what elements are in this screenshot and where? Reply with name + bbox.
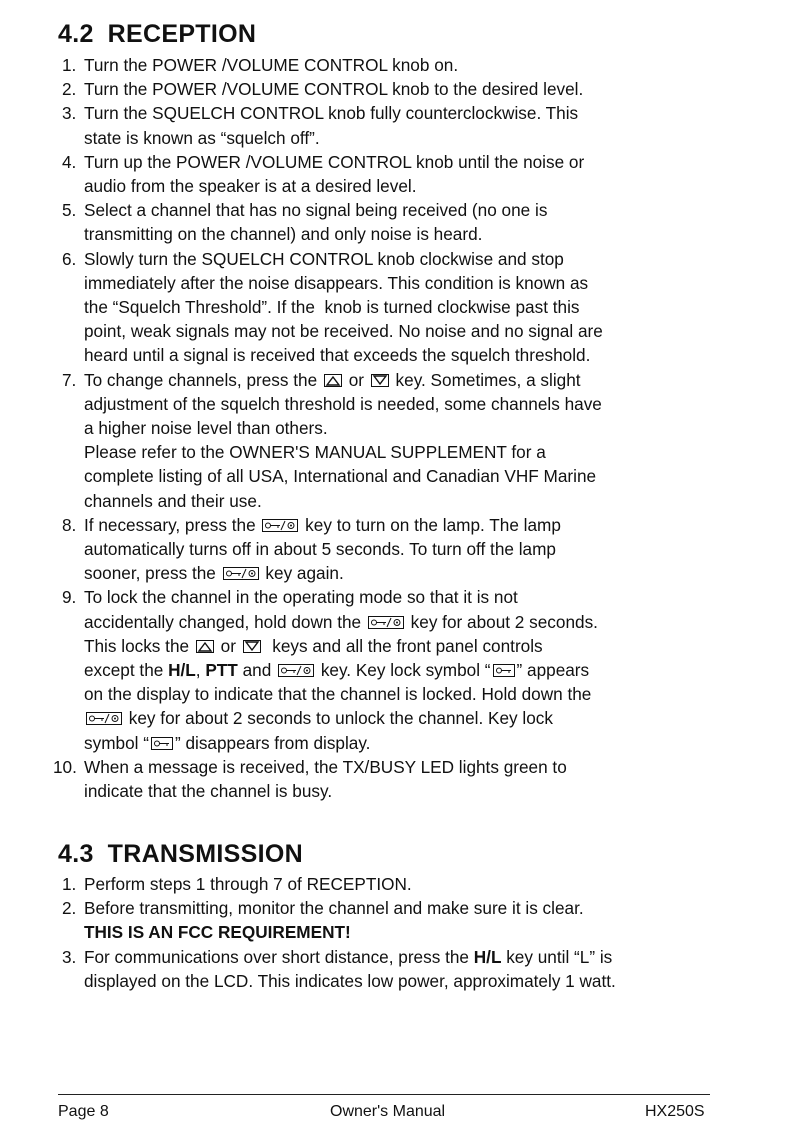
text: automatically turns off in about 5 seconds. To turn off the lamp [84,539,556,560]
list-item-start [62,198,762,222]
text: complete listing of all USA, International and Canadian VHF Marine [84,466,597,487]
text: transmitting on the channel) and only noise is heard. [84,224,483,245]
text: or [343,369,369,390]
reception-steps [53,53,762,803]
section-heading-reception [58,20,256,49]
list-item-continuation [62,440,762,464]
section-number: 4.3 [58,840,94,868]
list-item-continuation [62,174,762,198]
bold-text: H/L [168,660,196,681]
list-item-continuation [62,920,762,944]
text: or [215,635,241,656]
list-item-continuation [62,610,762,634]
text: Turn the SQUELCH CONTROL knob fully counterclockwise. This [84,103,579,124]
text: key for about 2 seconds to unlock the channel. Key lock [124,708,553,729]
text: key to turn on the lamp. The lamp [300,514,561,535]
text: Turn the POWER /VOLUME CONTROL knob on. [84,55,459,75]
text: If necessary, press the [84,514,261,535]
up-key-icon [324,374,342,387]
step-number: 3. [62,946,77,967]
step-number: 6. [62,248,77,269]
step-number: 5. [62,200,77,221]
text: adjustment of the squelch threshold is needed, some channels have [84,393,602,414]
text: heard until a signal is received that exceeds the squelch threshold. [84,345,591,366]
text: keys and all the front panel controls [262,635,543,656]
list-item-continuation [62,658,762,682]
list-item-continuation [62,392,762,416]
text: indicate that the channel is busy. [84,781,333,802]
step-number: 8. [62,514,77,535]
text: key. Key lock symbol “ [316,660,491,681]
list-item-continuation [62,561,762,585]
step-number: 7. [62,369,77,390]
list-item-continuation [62,271,762,295]
text: audio from the speaker is at a desired level. [84,176,417,197]
list-item-start [62,247,762,271]
step-number: 1. [62,874,77,894]
text: ” disappears from display. [174,732,371,753]
list-item-continuation [62,464,762,488]
list-item-start [62,77,762,101]
step-number: 9. [62,587,77,608]
text: the “Squelch Threshold”. If the knob is turned clockwise past this [84,297,580,318]
bold-text: H/L [473,946,502,967]
text: sooner, press the [84,563,221,584]
text: key for about 2 seconds. [405,611,598,632]
footer-divider [58,1094,710,1095]
key-lock-symbol-icon [493,664,515,677]
list-item-continuation [62,319,762,343]
list-item-start [62,513,762,537]
step-number: 10. [53,756,77,777]
text: point, weak signals may not be received. No noise and no signal are [84,321,603,342]
text: ” appears [516,660,590,681]
list-item-start [62,872,762,896]
lamp-lock-key-icon [278,664,314,677]
section-number: 4.2 [58,20,94,48]
text: key. Sometimes, a slight [390,369,581,390]
text: key again. [260,563,344,584]
text: on the display to indicate that the channel is locked. Hold down the [84,684,592,705]
transmission-steps [62,872,762,993]
section-heading-transmission [58,840,303,869]
list-item-continuation [62,969,762,993]
footer-title: Owner's Manual [330,1103,446,1120]
lamp-lock-key-icon [262,519,298,532]
text: a higher noise level than others. [84,418,328,439]
list-item-continuation [62,489,762,513]
list-item-start [62,585,762,609]
text: Turn up the POWER /VOLUME CONTROL knob until the noise or [84,151,585,172]
list-item-continuation [62,537,762,561]
text: and [237,660,277,681]
bold-text: PTT [205,660,238,681]
up-key-icon [196,640,214,653]
text: except the [84,660,169,681]
list-item-start [62,368,762,392]
text: channels and their use. [84,490,262,511]
step-number: 2. [62,79,77,100]
text: accidentally changed, hold down the [84,611,366,632]
list-item-continuation [62,416,762,440]
list-item-start [62,150,762,174]
list-item-continuation [62,634,762,658]
text: To lock the channel in the operating mode so that it is not [84,587,518,608]
list-item-continuation [62,731,762,755]
list-item-continuation [62,706,762,730]
bold-text: THIS IS AN FCC REQUIREMENT! [84,922,351,943]
footer-model: HX250S [645,1103,705,1120]
down-key-icon [371,374,389,387]
text: symbol “ [84,732,149,753]
text: To change channels, press the [84,369,322,390]
step-number: 3. [62,103,77,124]
list-item-start [62,53,762,77]
section-title: TRANSMISSION [107,840,303,868]
list-item-start [62,101,762,125]
list-item-continuation [62,295,762,319]
step-number: 4. [62,151,77,172]
text: Turn the POWER /VOLUME CONTROL knob to the desired level. [84,79,584,100]
lamp-lock-key-icon [223,567,259,580]
text: Select a channel that has no signal being received (no one is [84,200,548,221]
list-item-start [53,755,762,779]
text: This locks the [84,635,194,656]
section-title: RECEPTION [107,20,257,48]
down-key-icon [243,640,261,653]
text: state is known as “squelch off”. [84,127,320,148]
text: Slowly turn the SQUELCH CONTROL knob clockwise and stop [84,248,564,269]
step-number: 2. [62,898,77,919]
list-item-continuation [62,126,762,150]
list-item-start [62,945,762,969]
text: displayed on the LCD. This indicates low power, approximately 1 watt. [84,970,616,991]
step-number: 1. [62,55,77,75]
text: , [195,660,206,681]
list-item-start [62,896,762,920]
list-item-continuation [62,222,762,246]
text: Perform steps 1 through 7 of RECEPTION. [84,874,412,894]
text: For communications over short distance, press the [84,946,474,967]
key-lock-symbol-icon [151,737,173,750]
list-item-continuation [62,682,762,706]
list-item-continuation [62,779,762,803]
footer-page-number: Page 8 [58,1103,109,1120]
text: When a message is received, the TX/BUSY LED lights green to [84,756,567,777]
list-item-continuation [62,343,762,367]
lamp-lock-key-icon [368,616,404,629]
text: Please refer to the OWNER'S MANUAL SUPPLEMENT for a [84,442,546,463]
text: Before transmitting, monitor the channel and make sure it is clear. [84,898,584,919]
text: immediately after the noise disappears. This condition is known as [84,272,589,293]
text: key until “L” is [501,946,613,967]
lamp-lock-key-icon [86,712,122,725]
